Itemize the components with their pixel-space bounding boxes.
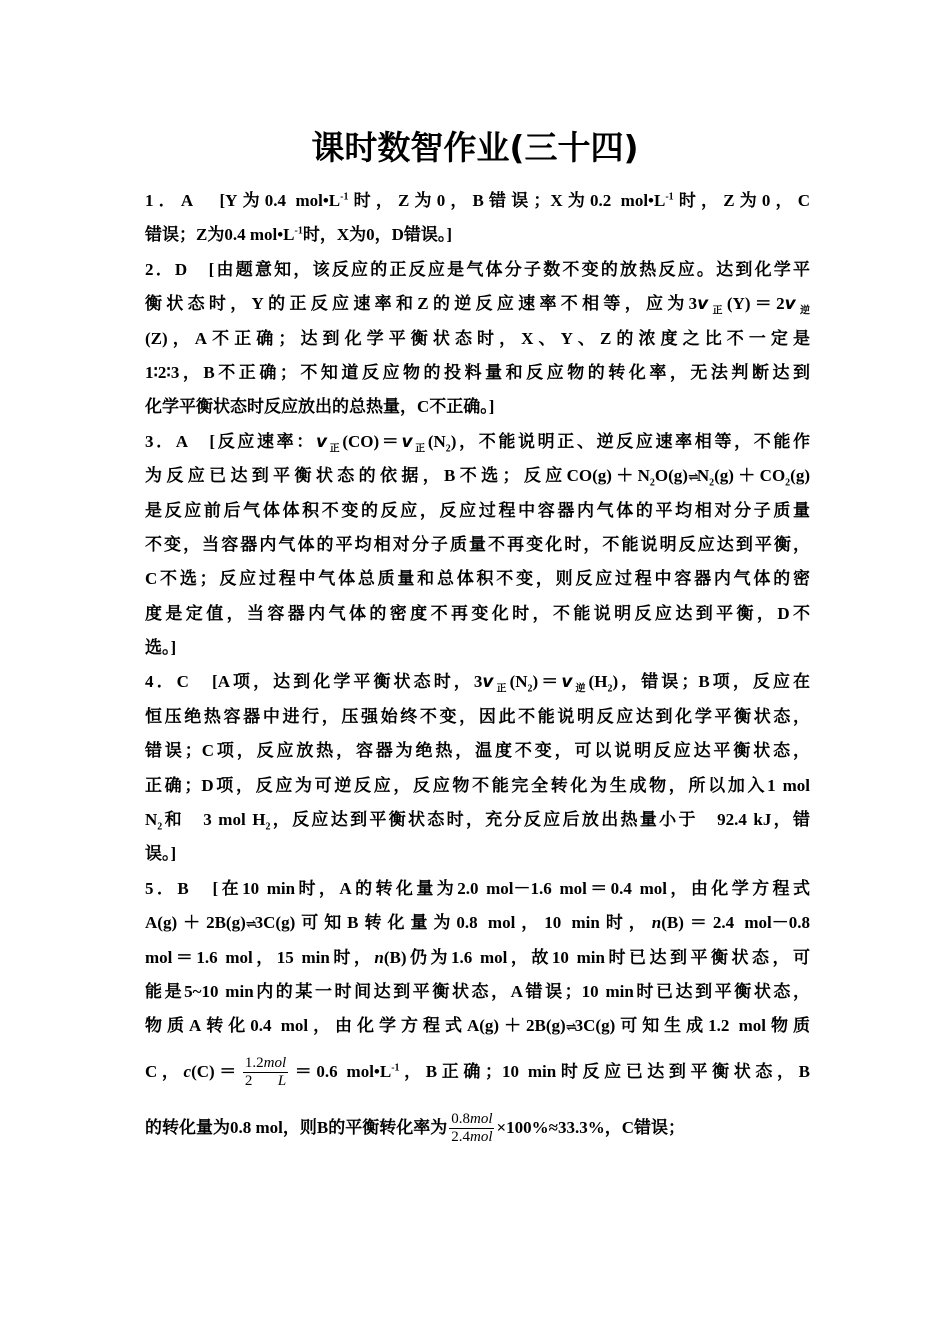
unit: L [277,1073,287,1090]
subscript: 2 [709,477,715,489]
answer-2-line-4: 1∶2∶3，B不正确；不知道反应物的投料量和反应物的转化率，无法判断达到 [145,362,810,382]
italic-symbol: n [651,913,662,933]
text: 时，Z为0，B错误；X为0.2 mol•L [348,191,666,210]
text: ，反应达到平衡状态时，充分反应后放出热量小于 92.4 kJ，错 [270,810,810,830]
text: (g)＋CO [714,466,786,486]
rate-symbol: v [784,294,796,315]
equilibrium-arrow-icon: ⇌ [565,1019,575,1035]
unit: mol [263,1055,287,1072]
text: (B)仍为1.6 mol，故10 min时已达到平衡状态，可 [383,947,810,967]
answer-5-line-5 [145,1009,810,1043]
text: 为反应已达到平衡状态的依据，B不选；反应CO(g)＋N [145,466,650,486]
text: N [145,810,158,830]
equilibrium-arrow-icon: ⇌ [687,469,697,485]
value: 2 [244,1073,253,1090]
text: (H [588,672,608,692]
answer-4-line-6: 误。] [145,844,177,864]
answer-2-line-2 [145,287,810,321]
fraction [449,1111,494,1146]
subscript: 逆 [795,305,810,317]
answer-5-line-3 [145,941,810,975]
text: A(g)＋2B(g) [145,913,246,933]
subscript: 正 [493,683,510,695]
answer-4-line-2: 恒压绝热容器中进行，压强始终不变，因此不能说明反应达到化学平衡状态， [145,706,810,726]
subscript: 2 [607,683,613,695]
text: )，不能说明正、逆反应速率相等，不能作 [450,431,811,451]
answer-body [145,184,810,1156]
rate-symbol: v [561,672,573,693]
italic-symbol: c [183,1061,192,1081]
answer-2-line-1: 2．D [由题意知，该反应的正反应是气体分子数不变的放热反应。达到化学平 [145,259,810,279]
subscript: 2 [785,477,791,489]
answer-5-line-1: 5．B [在10 min时，A的转化量为2.0 mol－1.6 mol＝0.4 mol，由化学方程式 [145,878,810,898]
text: (Y)＝2 [726,294,785,314]
unit: mol [469,1129,493,1146]
text: N [696,466,710,486]
italic-symbol: n [374,947,384,967]
text: ×100%≈33.3%，C错误； [496,1117,686,1137]
text: ，B正确；10 min时反应已达到平衡状态，B [399,1061,810,1081]
superscript: -1 [340,191,349,203]
superscript: -1 [665,191,674,203]
answer-4-line-1 [145,665,810,699]
subscript: 正 [412,443,428,455]
subscript: 2 [265,821,271,833]
text: 衡状态时，Y的正反应速率和Z的逆反应速率不相等，应为3 [145,294,698,314]
text: 错误；Z为0.4 mol•L [145,225,295,245]
numerator [449,1111,494,1129]
answer-4-line-3: 错误；C项，反应放热，容器为绝热，温度不变，可以说明反应达平衡状态， [145,741,810,761]
text: (N [509,672,528,692]
answer-5-line-7 [145,1100,810,1156]
text: O(g) [654,466,688,486]
text: 3．A [反应速率： [145,431,316,451]
answer-2-line-3: (Z)，A不正确；达到化学平衡状态时，X、Y、Z的浓度之比不一定是 [145,328,810,348]
text: (g) [790,466,810,486]
rate-symbol: v [315,431,328,452]
text: C， [145,1061,184,1081]
subscript: 2 [649,477,655,489]
answer-1-line-2 [145,218,810,252]
rate-symbol: v [401,431,413,452]
numerator [243,1055,288,1073]
subscript: 2 [527,683,533,695]
answer-5-line-6 [145,1044,810,1100]
answer-3-line-4: 不变，当容器内气体的平均相对分子质量不再变化时，不能说明反应达到平衡， [145,534,810,554]
answer-5-line-4: 能是5~10 min内的某一时间达到平衡状态，A错误；10 min时已达到平衡状态， [145,981,810,1001]
value: 2.4 [451,1129,470,1146]
answer-3-line-7: 选。] [145,638,177,658]
answer-3-line-1 [145,425,810,459]
rate-symbol: v [482,672,494,693]
subscript: 2 [445,443,451,455]
text: 4．C [A项，达到化学平衡状态时，3 [145,672,483,692]
text: (B)＝2.4 mol－0.8 [661,913,811,933]
fraction [243,1055,288,1090]
answer-5-line-2 [145,906,810,940]
subscript: 正 [327,443,343,455]
text: 时，Z为0，C [673,191,810,210]
text: )，错误；B项，反应在 [612,672,811,692]
denominator [449,1129,494,1146]
text: (CO)＝ [342,431,402,451]
text: 时，X为0，D错误。] [302,225,453,245]
answer-2-line-5: 化学平衡状态时反应放出的总热量，C不正确。] [145,397,495,417]
text: 和 3 mol H [162,810,266,830]
value: 1.2 [244,1055,264,1072]
text: mol＝1.6 mol，15 min时， [145,947,375,967]
text: 3C(g)可知生成1.2 mol物质 [574,1016,811,1036]
answer-3-line-3: 是反应前后气体体积不变的反应，反应过程中容器内气体的平均相对分子质量 [145,500,810,520]
answer-3-line-6: 度是定值，当容器内气体的密度不再变化时，不能说明反应达到平衡，D不 [145,603,810,623]
superscript: -1 [294,225,303,237]
answer-1-line-1 [145,184,810,218]
equilibrium-arrow-icon: ⇌ [245,916,255,932]
page-title: 课时数智作业(三十四) [311,128,639,167]
unit: mol [469,1111,493,1128]
text: (N [427,431,446,451]
answer-4-line-4: 正确；D项，反应为可逆反应，反应物不能完全转化为生成物，所以加入1 mol [145,775,810,795]
text: (C)＝ [191,1061,241,1081]
subscript: 2 [157,821,163,833]
subscript: 逆 [572,683,589,695]
rate-symbol: v [697,294,709,315]
text: 1．A [Y为0.4 mol•L [145,191,341,210]
text: 的转化量为0.8 mol，则B的平衡转化率为 [145,1117,448,1137]
answer-4-line-5 [145,803,810,837]
text: )＝ [532,672,562,692]
denominator [243,1073,288,1090]
subscript: 正 [708,305,727,317]
value: 0.8 [451,1111,470,1128]
superscript: -1 [391,1062,400,1074]
text: 3C(g)可知B转化量为0.8 mol，10 min时， [254,913,652,933]
text: ＝0.6 mol•L [290,1061,392,1081]
answer-3-line-2 [145,459,810,493]
text: 物质A转化0.4 mol，由化学方程式A(g)＋2B(g) [145,1016,566,1036]
answer-3-line-5: C不选；反应过程中气体总质量和总体积不变，则反应过程中容器内气体的密 [145,569,810,589]
